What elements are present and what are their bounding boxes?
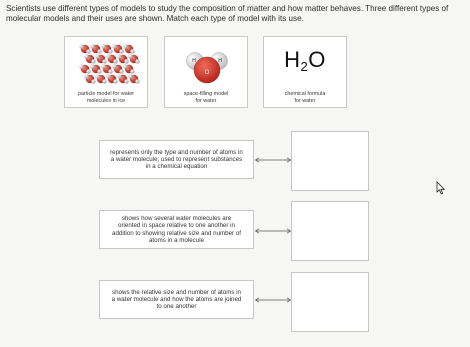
hydrogen-atom <box>95 74 99 78</box>
hydrogen-atom <box>123 64 127 68</box>
hydrogen-atom <box>128 54 132 58</box>
hydrogen-atom <box>86 69 90 73</box>
model-card-chemical-formula[interactable] <box>263 36 347 108</box>
hydrogen-atom <box>117 54 121 58</box>
description-space-filling-use: shows the relative size and number of atoms in a water molecule and how the atoms are joined to one another <box>99 280 254 319</box>
hydrogen-atom <box>117 74 121 78</box>
hydrogen-atom <box>112 44 116 48</box>
hydrogen-atom <box>90 44 94 48</box>
space-filling-caption-line2: for water <box>195 97 217 104</box>
hydrogen-atom <box>86 49 90 53</box>
hydrogen-atom <box>135 59 139 63</box>
hydrogen-atom <box>128 74 132 78</box>
chemical-formula <box>264 47 346 74</box>
hydrogen-atom <box>101 44 105 48</box>
double-arrow-icon <box>254 228 292 234</box>
hydrogen-atom <box>124 59 128 63</box>
hydrogen-atom <box>130 69 134 73</box>
hydrogen-atom <box>91 79 95 83</box>
hydrogen-atom <box>106 74 110 78</box>
hydrogen-atom <box>124 79 128 83</box>
hydrogen-atom <box>130 49 134 53</box>
drop-target-1[interactable] <box>291 131 369 191</box>
particle-model-caption-line1: particle model for water <box>77 91 135 97</box>
double-arrow-icon <box>254 157 292 163</box>
model-card-space-filling[interactable] <box>164 36 248 108</box>
double-arrow-icon <box>254 297 292 303</box>
description-particle-use: shows how several water molecules are oriented in space relative to one another in addition to showing relative size and number of atoms in a molecule <box>99 210 254 249</box>
hydrogen-atom <box>102 59 106 63</box>
chemical-formula-caption-line1: chemical formula <box>284 91 326 97</box>
hydrogen-atom <box>79 64 83 68</box>
drop-target-3[interactable] <box>291 272 369 332</box>
hydrogen-atom <box>95 54 99 58</box>
oxygen-label: O <box>204 70 210 76</box>
hydrogen-atom <box>119 49 123 53</box>
hydrogen-atom <box>112 64 116 68</box>
hydrogen-atom <box>79 44 83 48</box>
description-formula-use: represents only the type and number of atoms in a water molecule; used to represent substances in a chemical equation <box>99 140 254 179</box>
hydrogen-atom <box>97 49 101 53</box>
hydrogen-atom <box>91 59 95 63</box>
hydrogen-atom <box>135 79 139 83</box>
space-filling-caption-line1: space-filling model <box>183 91 229 97</box>
hydrogen-atom <box>106 54 110 58</box>
hydrogen-atom <box>84 74 88 78</box>
chemical-formula-caption-line2: for water <box>294 97 316 104</box>
formula-o: O <box>308 47 326 72</box>
formula-h: H <box>284 47 301 72</box>
hydrogen-atom <box>97 69 101 73</box>
instructions-text: Scientists use different types of models to study the composition of matter and how matter behaves. Three different types of molecular models and their uses are shown. Match each type of model with its use. <box>6 4 449 23</box>
hydrogen-atom <box>84 54 88 58</box>
particle-model-caption-line2: molecules in ice <box>86 97 126 104</box>
hydrogen-label-right: H <box>218 58 222 64</box>
hydrogen-atom <box>102 79 106 83</box>
model-card-particle[interactable] <box>64 36 148 108</box>
hydrogen-atom <box>113 59 117 63</box>
hydrogen-atom <box>101 64 105 68</box>
formula-subscript: 2 <box>300 59 309 74</box>
drop-target-2[interactable] <box>291 201 369 261</box>
hydrogen-atom <box>108 49 112 53</box>
ice-lattice-icon <box>65 37 149 93</box>
hydrogen-atom <box>119 69 123 73</box>
hydrogen-label-left: H <box>192 58 196 64</box>
hydrogen-atom <box>90 64 94 68</box>
hydrogen-atom <box>108 69 112 73</box>
hydrogen-atom <box>113 79 117 83</box>
mouse-cursor-icon <box>436 181 446 195</box>
water-molecule-icon <box>165 37 249 93</box>
hydrogen-atom <box>123 44 127 48</box>
